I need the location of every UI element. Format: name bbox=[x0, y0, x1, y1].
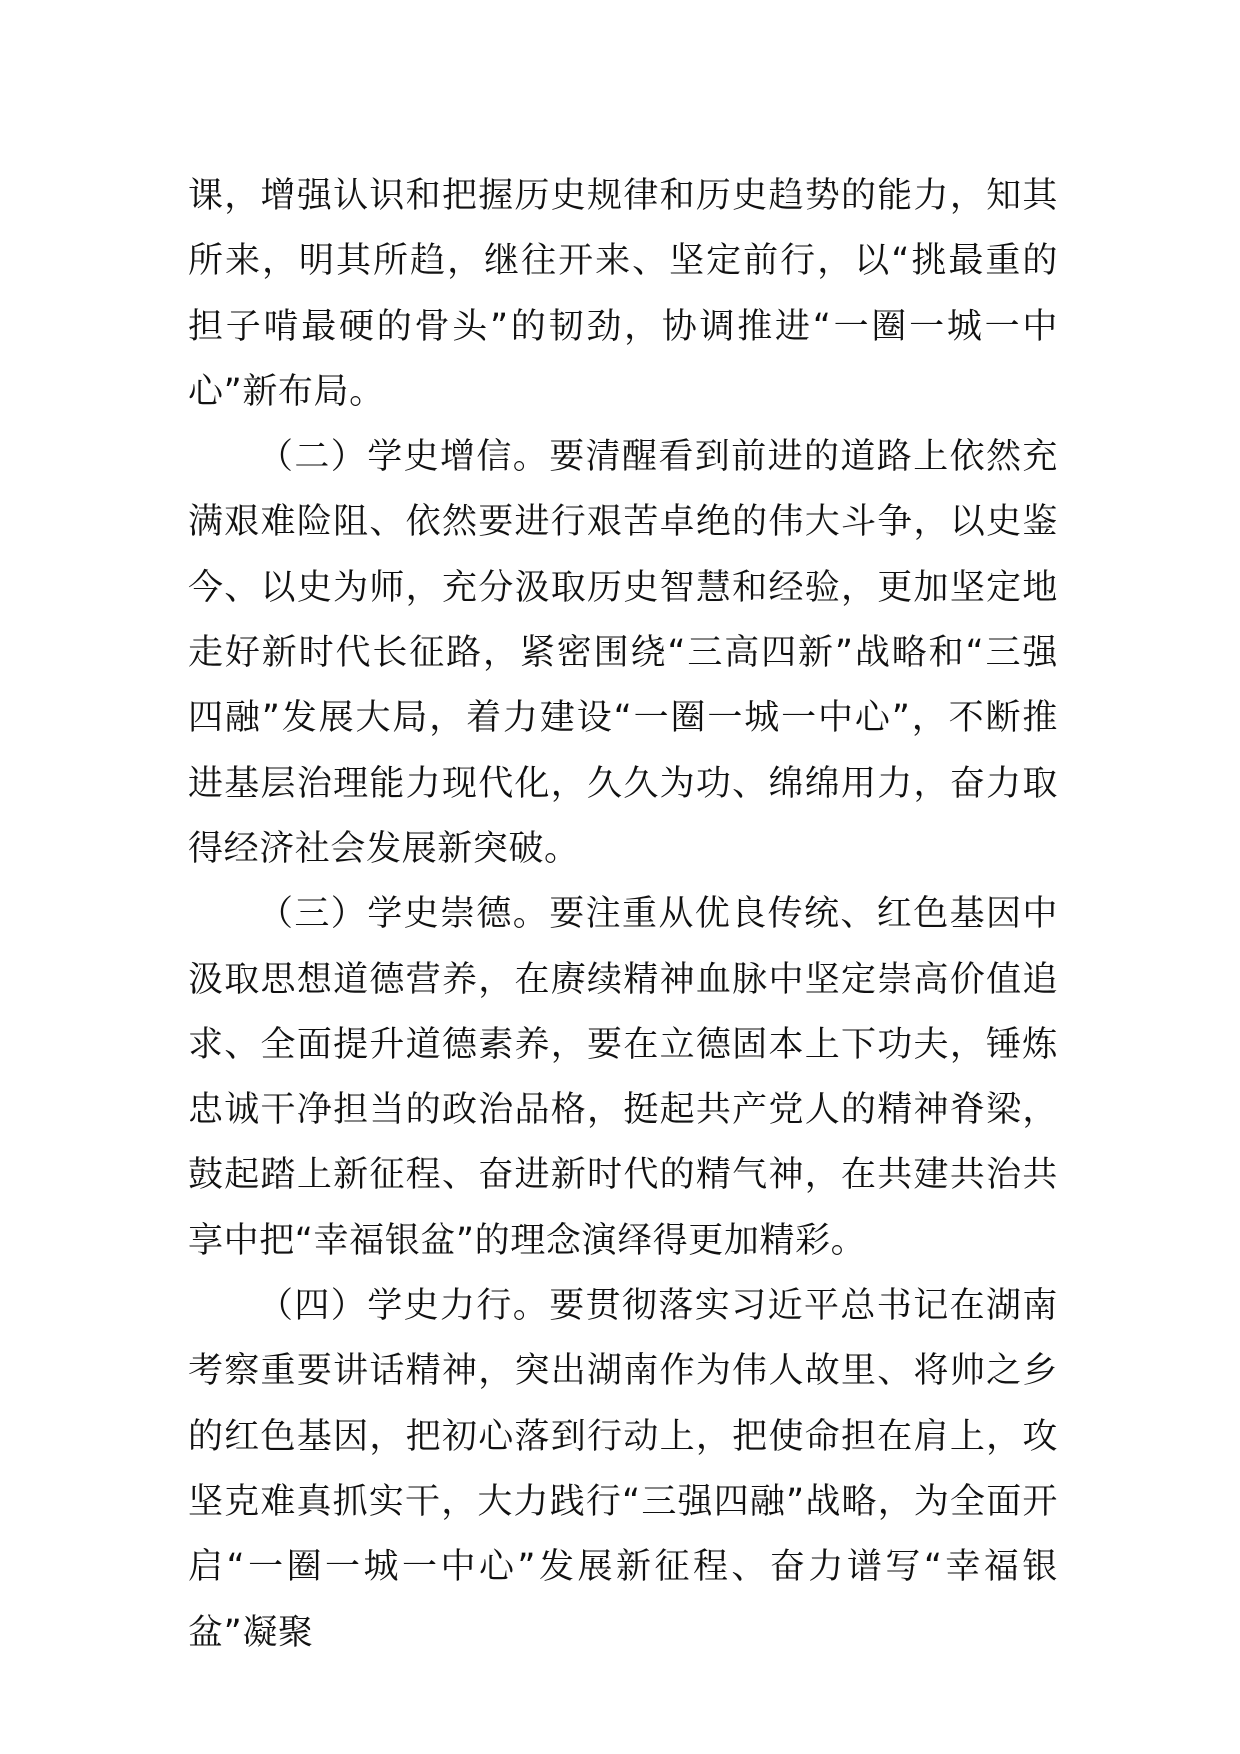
paragraph-section-3: （三）学史崇德。要注重从优良传统、红色基因中汲取思想道德营养，在赓续精神血脉中坚定崇高价值追求、全面提升道德素养，要在立德固本上下功夫，锤炼忠诚干净担当的政治品格，挺起共产党人的精神脊梁，鼓起踏上新征程、奋进新时代的精气神，在共建共治共享中把“幸福银盆”的理念演绎得更加精彩。 bbox=[188, 894, 1058, 1261]
paragraph-section-4: （四）学史力行。要贯彻落实习近平总书记在湖南考察重要讲话精神，突出湖南作为伟人故里、将帅之乡的红色基因，把初心落到行动上，把使命担在肩上，攻坚克难真抓实干，大力践行“三强四融”战略，为全面开启“一圈一城一中心”发展新征程、奋力谱写“幸福银盆”凝聚 bbox=[188, 1286, 1058, 1653]
paragraph-continuation: 课，增强认识和把握历史规律和历史趋势的能力，知其所来，明其所趋，继往开来、坚定前行，以“挑最重的担子啃最硬的骨头”的韧劲，协调推进“一圈一城一中心”新布局。 bbox=[188, 176, 1058, 412]
paragraph-section-2: （二）学史增信。要清醒看到前进的道路上依然充满艰难险阻、依然要进行艰苦卓绝的伟大斗争，以史鉴今、以史为师，充分汲取历史智慧和经验，更加坚定地走好新时代长征路，紧密围绕“三高四新”战略和“三强四融”发展大局，着力建设“一圈一城一中心”，不断推进基层治理能力现代化，久久为功、绵绵用力，奋力取得经济社会发展新突破。 bbox=[188, 437, 1058, 869]
document-body bbox=[188, 164, 1058, 1666]
